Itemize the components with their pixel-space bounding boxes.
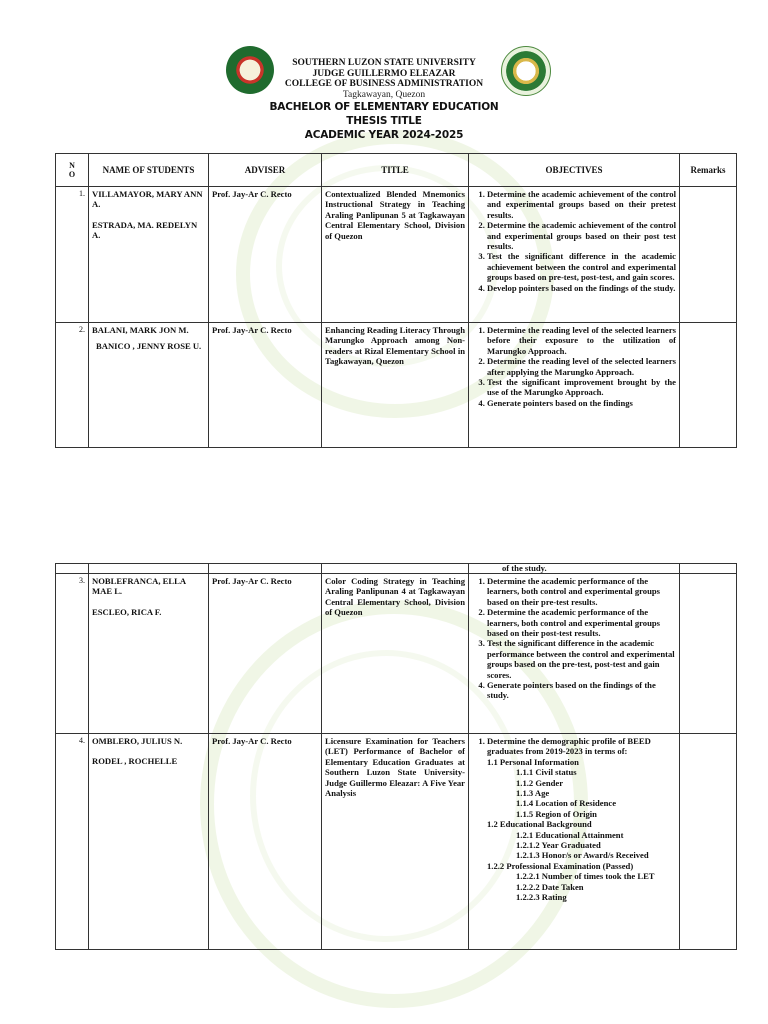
objective-subitem: 1.2.2 Professional Examination (Passed) (487, 860, 634, 871)
objective-subitem: 1.2.2.2 Date Taken (516, 881, 584, 892)
objective-item: 4. Generate pointers based on the findings (487, 398, 676, 408)
remarks-cell (680, 323, 737, 448)
row-number: 1. (56, 187, 89, 323)
continuation-names (89, 564, 209, 574)
remarks-cell (680, 574, 737, 734)
university-name: SOUTHERN LUZON STATE UNIVERSITY (292, 58, 476, 68)
objectives-cell (469, 323, 680, 448)
objective-item: 4. Develop pointers based on the findings of the study. (487, 283, 676, 293)
objective-subitem: 1.1.4 Location of Residence (516, 798, 617, 809)
objective-subitem: 1.1.2 Gender (516, 777, 564, 788)
continuation-adviser (209, 564, 322, 574)
objective-item: 4. Generate pointers based on the findings of the study. (487, 680, 676, 701)
objective-subitem: 1.2.1.3 Honor/s or Award/s Received (516, 850, 649, 861)
col-header-no: N O (56, 154, 89, 187)
objective-subitem: 1.1 Personal Information (487, 756, 579, 767)
student-name: VILLAMAYOR, MARY ANN A. (92, 189, 203, 210)
objective-item: 1. Determine the academic achievement of the control and experimental groups based on their pretest results. (487, 189, 676, 220)
objective-subitem: 1.2.2.3 Rating (516, 892, 567, 903)
doc-title: THESIS TITLE (346, 115, 422, 127)
adviser-cell: Prof. Jay-Ar C. Recto (209, 323, 322, 448)
campus-name: JUDGE GUILLERMO ELEAZAR (312, 68, 456, 79)
college-name: COLLEGE OF BUSINESS ADMINISTRATION (284, 79, 484, 89)
academic-year: ACADEMIC YEAR 2024-2025 (304, 129, 464, 141)
location: Tagkawayan, Quezon (342, 89, 426, 100)
row-number: 3. (56, 574, 89, 734)
title-cell: Enhancing Reading Literacy Through Marungko Approach among Non-readers at Rizal Elementary School in Tagkawayan, Quezon (322, 323, 469, 448)
remarks-cell (680, 187, 737, 323)
objective-item: 1. Determine the demographic profile of BEED graduates from 2019-2023 in terms of: (487, 736, 676, 757)
adviser-cell: Prof. Jay-Ar C. Recto (209, 187, 322, 323)
col-header-remarks: Remarks (680, 154, 737, 187)
table-row (56, 574, 737, 734)
objective-subitem: 1.2.2.1 Number of times took the LET (516, 871, 655, 882)
adviser-cell: Prof. Jay-Ar C. Recto (209, 574, 322, 734)
objective-subitem: 1.1.1 Civil status (516, 767, 577, 778)
student-name: NOBLEFRANCA, ELLA MAE L. (92, 576, 186, 597)
students-cell (89, 323, 209, 448)
col-header-names: NAME OF STUDENTS (89, 154, 209, 187)
continuation-title (322, 564, 469, 574)
title-cell: Contextualized Blended Mnemonics Instructional Strategy in Teaching Araling Panlipunan 5 at Tagkawayan Central Elementary School, Division of Quezon (322, 187, 469, 323)
objective-subitem: 1.1.3 Age (516, 788, 550, 799)
objectives-cell (469, 734, 680, 950)
objective-item: 1. Determine the academic performance of the learners, both control and experimental groups based on their pre-test results. (487, 576, 676, 607)
objective-item: 3. Test the significant difference in the academic achievement between the control and experimental groups based on pre-test, post-test, and gain scores. (487, 251, 676, 282)
continuation-remarks (680, 564, 737, 574)
adviser-cell: Prof. Jay-Ar C. Recto (209, 734, 322, 950)
objective-item: 2. Determine the reading level of the selected learners after applying the Marungko Approach. (487, 356, 676, 377)
row-number: 4. (56, 734, 89, 950)
student-name: RODEL , ROCHELLE (92, 756, 178, 767)
continuation-no (56, 564, 89, 574)
col-header-title: TITLE (322, 154, 469, 187)
thesis-table-page2 (55, 563, 737, 950)
students-cell (89, 574, 209, 734)
student-name: ESTRADA, MA. REDELYN A. (92, 219, 198, 241)
table-row (56, 323, 737, 448)
title-cell: Licensure Examination for Teachers (LET) Performance of Bachelor of Elementary Education Graduates at Southern Luzon State University- Judge Guillermo Eleazar: A Five Year Analysis (322, 734, 469, 950)
document-header (0, 58, 768, 142)
objective-item: 1. Determine the reading level of the selected learners before their exposure to the utilization of Marungko Approach. (487, 325, 676, 356)
table-row (56, 734, 737, 950)
objective-subitem: 1.2 Educational Background (487, 819, 592, 830)
objective-subitem: 1.2.1.2 Year Graduated (516, 840, 601, 851)
student-name: BALANI, MARK JON M. (92, 325, 189, 335)
thesis-table-page1 (55, 153, 737, 448)
objective-item: 3. Test the significant improvement brought by the use of the Marungko Approach. (487, 377, 676, 398)
objective-subitem: 1.1.5 Region of Origin (516, 808, 597, 819)
table-row (56, 187, 737, 323)
objective-subitem: 1.2.1 Educational Attainment (516, 829, 624, 840)
student-name: OMBLERO, JULIUS N. (92, 736, 183, 746)
objective-item: 2. Determine the academic performance of the learners, both control and experimental groups based on their post-test results. (487, 607, 676, 638)
student-name: ESCLEO, RICA F. (92, 606, 162, 617)
objectives-cell (469, 187, 680, 323)
col-header-objectives: OBJECTIVES (469, 154, 680, 187)
objective-item: 3. Test the significant difference in the academic performance between the control and experimental groups based on the pre-test, post-test and gain scores. (487, 638, 676, 680)
continuation-objective: of the study. (469, 564, 680, 574)
program-title: BACHELOR OF ELEMENTARY EDUCATION (269, 101, 499, 113)
remarks-cell (680, 734, 737, 950)
student-name: BANICO , JENNY ROSE U. (96, 341, 202, 352)
col-header-adviser: ADVISER (209, 154, 322, 187)
row-number: 2. (56, 323, 89, 448)
students-cell (89, 187, 209, 323)
students-cell (89, 734, 209, 950)
objective-item: 2. Determine the academic achievement of the control and experimental groups based on their post test results. (487, 220, 676, 251)
objectives-cell (469, 574, 680, 734)
title-cell: Color Coding Strategy in Teaching Araling Panlipunan 4 at Tagkawayan Central Elementary School, Division of Quezon (322, 574, 469, 734)
